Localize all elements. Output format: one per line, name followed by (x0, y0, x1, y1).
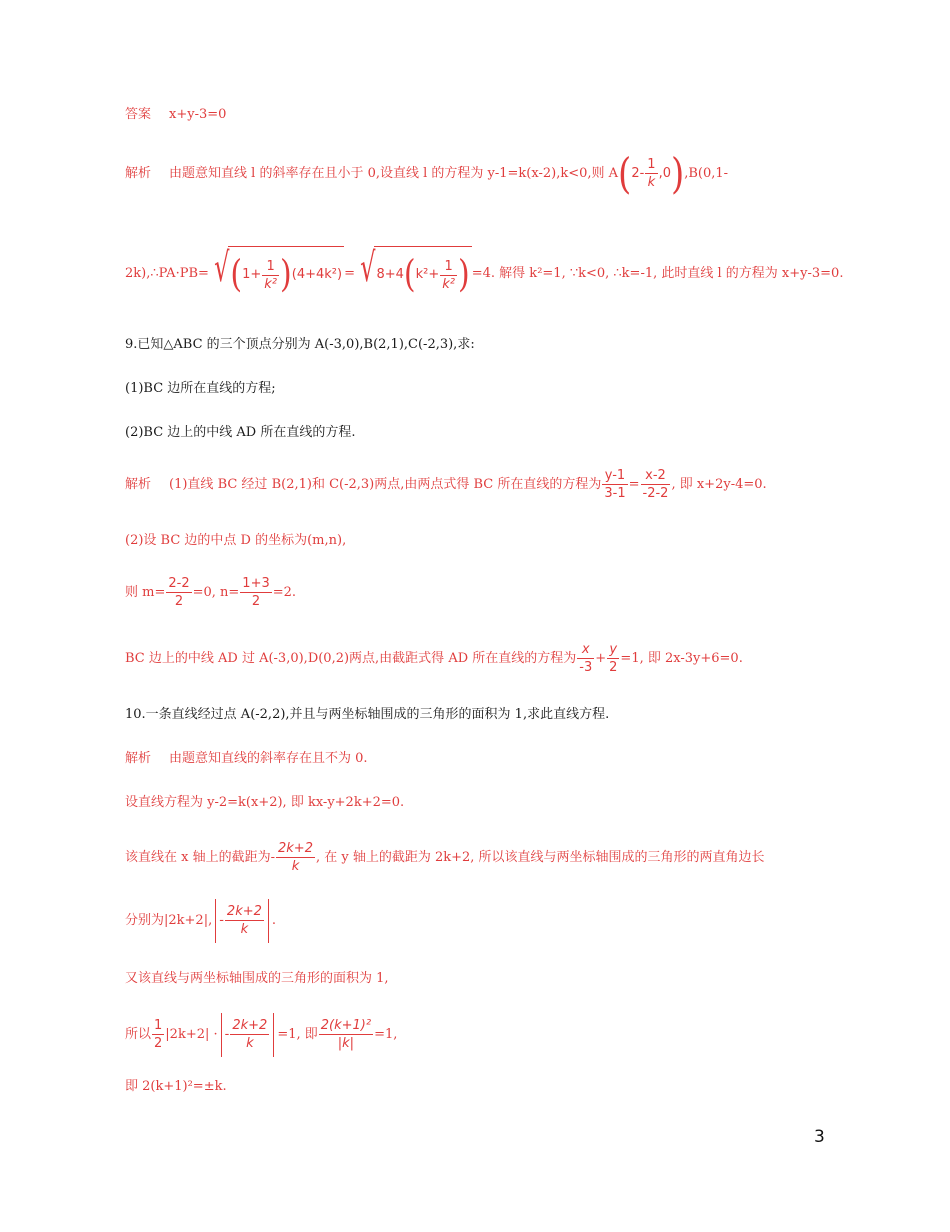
m-fraction (166, 575, 191, 610)
s2-denominator: k² (442, 276, 456, 292)
ad-text: BC 边上的中线 AD 过 A(-3,0),D(0,2)两点,由截距式得 AD 所在直线的方程为 (125, 651, 577, 666)
l6-numerator: 2k+2 (232, 1018, 268, 1033)
answer-line (125, 106, 226, 124)
ad-fraction-1 (577, 641, 594, 676)
q8-solution-label: 解析 (125, 166, 152, 181)
q9-solution-part2: (2)设 BC 边的中点 D 的坐标为(m,n), (125, 533, 347, 548)
l6-eq: =1, 即 (277, 1027, 318, 1042)
ad-tail: =1, 即 2x-3y+6=0. (620, 651, 743, 666)
q10-solution-line3 (125, 838, 765, 878)
l3-head: 该直线在 x 轴上的截距为- (125, 850, 275, 865)
s2-b: k²+ (415, 267, 440, 282)
l4-head: 分别为|2k+2|, (125, 913, 213, 928)
a-term1: 2- (631, 166, 645, 181)
q10-solution-line4 (125, 898, 276, 944)
q8-line2-head: 2k),∴PA·PB= (125, 266, 209, 281)
q9-part1: (1)BC 边所在直线的方程; (125, 381, 276, 396)
s1-a: 1+ (242, 267, 262, 282)
q10-l1: 由题意知直线的斜率存在且不为 0. (169, 751, 368, 766)
q9-f2-denominator: -2-2 (642, 486, 669, 501)
page-number: 3 (814, 1127, 825, 1147)
half-fraction (152, 1017, 164, 1052)
ad-f2-numerator: y (607, 641, 619, 659)
s1-b: (4+4k²) (291, 267, 343, 282)
equals-sign: = (628, 477, 640, 492)
q8-solution-line2 (125, 246, 843, 301)
l6-result-numerator: 2(k+1)² (320, 1018, 372, 1033)
s2-a: 8+4 (376, 267, 404, 282)
left-paren: ( (618, 148, 632, 199)
q10-solution-line2: 设直线方程为 y-2=k(x+2), 即 kx-y+2k+2=0. (125, 795, 405, 810)
ad-f1-numerator: x (577, 641, 594, 659)
m-denominator: 2 (174, 594, 184, 609)
equals-sign: = (344, 266, 355, 281)
q10-solution-line6 (125, 1012, 397, 1058)
abs-bar-left (221, 1013, 222, 1057)
l6-result-denominator: |k| (337, 1036, 355, 1051)
l3-numerator: 2k+2 (278, 841, 313, 856)
n-fraction (240, 575, 271, 610)
l3-denominator: k (291, 859, 300, 874)
q8-line1-text: 由题意知直线 l 的斜率存在且小于 0,设直线 l 的方程为 y-1=k(x-2),k<0,则 A (169, 166, 619, 181)
l6-tail: =1, (374, 1027, 398, 1042)
l6-minus: - (224, 1027, 230, 1042)
q10-solution-line5: 又该直线与两坐标轴围成的三角形的面积为 1, (125, 971, 389, 986)
q9-question: 9.已知△ABC 的三个顶点分别为 A(-3,0),B(2,1),C(-2,3),求: (125, 337, 475, 352)
q9-solution-label: 解析 (125, 477, 152, 492)
q10-solution-line7: 即 2(k+1)²=±k. (125, 1079, 227, 1094)
abs-bar-left (215, 899, 216, 943)
radical-sign: √ (360, 245, 376, 291)
q8-line1-tail: ,B(0,1- (684, 166, 729, 181)
q8-line2-tail: =4. 解得 k²=1, ∵k<0, ∴k=-1, 此时直线 l 的方程为 x+y-3=0. (471, 266, 844, 281)
l4-denominator: k (240, 922, 249, 937)
q9-fraction-1 (602, 467, 627, 502)
q9-solution-part1 (125, 466, 767, 504)
a-term2: ,0 (658, 166, 671, 181)
m-numerator: 2-2 (168, 576, 190, 591)
l3-fraction (276, 840, 315, 875)
l4-fraction (225, 903, 264, 938)
q8-solution-line1 (125, 148, 728, 200)
q9-midpoint-line (125, 574, 296, 612)
q9-f1-denominator: 3-1 (604, 486, 626, 501)
n-numerator: 1+3 (242, 576, 270, 591)
answer-text: x+y-3=0 (169, 107, 227, 122)
sqrt-2: √ 8+4 ( k²+ $\frac{1}{\text{k²}}$ ) (355, 246, 472, 301)
l6-denominator: k (246, 1036, 254, 1051)
l3-tail: , 在 y 轴上的截距为 2k+2, 所以该直线与两坐标轴围成的三角形的两直角边长 (315, 850, 765, 865)
sqrt-1: √ ( 1+ $\frac{1}{\text{k²}}$ ) (4+4k²) (209, 246, 344, 301)
s1-numerator: 1 (262, 258, 279, 276)
q9-sol1-tail: , 即 x+2y-4=0. (671, 477, 767, 492)
l4-numerator: 2k+2 (226, 904, 262, 919)
m-head: 则 m= (125, 585, 166, 600)
l4-tail: . (271, 913, 277, 928)
answer-label: 答案 (125, 107, 152, 122)
l6-result-fraction (319, 1017, 373, 1052)
radical-sign: √ (213, 245, 230, 291)
half-denominator: 2 (154, 1036, 163, 1051)
ad-fraction-2 (607, 641, 619, 676)
l6-mid: |2k+2| · (165, 1027, 218, 1042)
a-fraction (645, 156, 657, 191)
l6-fraction (230, 1017, 269, 1052)
ad-f1-denominator: -3 (579, 660, 593, 675)
n-mid: =0, n= (192, 585, 240, 600)
n-denominator: 2 (251, 594, 261, 609)
q9-f1-numerator: y-1 (602, 467, 627, 485)
s1-denominator: k² (264, 276, 278, 292)
plus-sign: + (595, 651, 607, 666)
q9-ad-line (125, 640, 743, 678)
a-fraction-denominator: k (647, 175, 656, 190)
q9-fraction-2 (641, 467, 671, 502)
right-paren: ) (670, 148, 685, 199)
ad-f2-denominator: 2 (609, 660, 618, 675)
l4-minus: - (219, 913, 224, 928)
l6-head: 所以 (125, 1027, 152, 1042)
q10-solution-label: 解析 (125, 751, 152, 766)
q9-part2: (2)BC 边上的中线 AD 所在直线的方程. (125, 425, 356, 440)
half-numerator: 1 (154, 1018, 163, 1033)
q10-solution-line1 (125, 750, 368, 768)
q9-sol1-text: (1)直线 BC 经过 B(2,1)和 C(-2,3)两点,由两点式得 BC 所在直线的方程为 (169, 477, 602, 492)
a-fraction-numerator: 1 (647, 157, 656, 172)
s2-numerator: 1 (440, 258, 457, 276)
n-tail: =2. (272, 585, 297, 600)
q10-question: 10.一条直线经过点 A(-2,2),并且与两坐标轴围成的三角形的面积为 1,求此直线方程. (125, 707, 610, 722)
abs-bar-right (268, 899, 269, 943)
q9-f2-numerator: x-2 (641, 467, 671, 485)
abs-bar-right (273, 1013, 274, 1057)
